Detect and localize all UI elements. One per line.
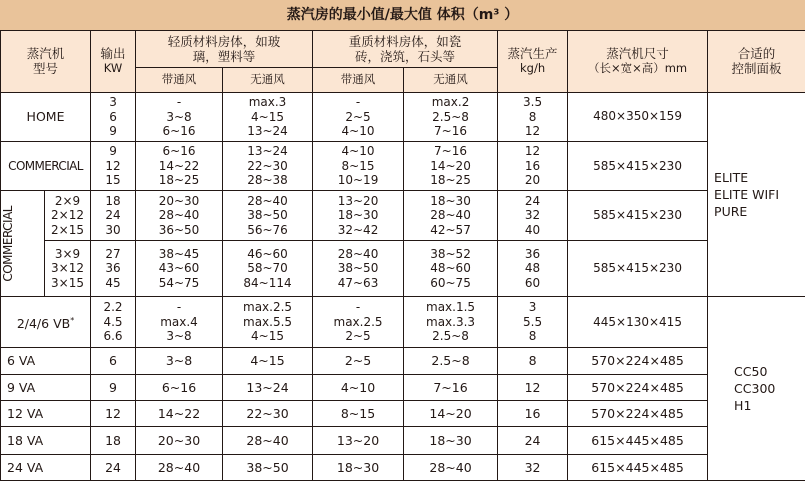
kw-cell: 24: [91, 454, 136, 480]
light-novent-cell: 46~60 58~70 84~114: [223, 240, 313, 297]
header-control-panel: 合适的 控制面板: [708, 31, 805, 93]
size-cell: 585×415×230: [568, 240, 708, 297]
size-cell: 480×350×159: [568, 92, 708, 141]
light-vent-cell: 3~8: [136, 347, 223, 374]
heavy-vent-cell: - max.2.5 2~5: [313, 297, 404, 347]
light-vent-cell: 20~30 28~40 36~50: [136, 191, 223, 240]
steam-cell: 12: [498, 375, 568, 401]
light-vent-cell: 6~16: [136, 375, 223, 401]
size-cell: 615×445×485: [568, 454, 708, 480]
kw-cell: 27 36 45: [91, 240, 136, 297]
light-novent-cell: 28~40 38~50 56~76: [223, 191, 313, 240]
steam-cell: 36 48 60: [498, 240, 568, 297]
model-cell: 9 VA: [1, 375, 91, 401]
light-vent-cell: 6~16 14~22 18~25: [136, 141, 223, 190]
light-novent-cell: 4~15: [223, 347, 313, 374]
steam-cell: 3.5 8 12: [498, 92, 568, 141]
model-cell: 18 VA: [1, 427, 91, 454]
size-cell: 585×415×230: [568, 141, 708, 190]
header-light-without-vent: 无通风: [223, 68, 313, 92]
control-panel-cell: ELITE ELITE WIFI PURE: [708, 92, 805, 297]
size-cell: 570×224×485: [568, 401, 708, 427]
heavy-novent-cell: max.1.5 max.3.3 2.5~8: [404, 297, 498, 347]
kw-cell: 2.2 4.5 6.6: [91, 297, 136, 347]
table-row: [1, 240, 805, 297]
heavy-vent-cell: 4~10: [313, 375, 404, 401]
kw-cell: 12: [91, 401, 136, 427]
kw-cell: 9 12 15: [91, 141, 136, 190]
table-row: [1, 454, 805, 480]
header-model: 蒸汽机 型号: [1, 31, 91, 93]
header-dimensions: 蒸汽机尺寸 （长×宽×高）mm: [568, 31, 708, 93]
header-steam-production: 蒸汽生产 kg/h: [498, 31, 568, 93]
light-novent-cell: 13~24 22~30 28~38: [223, 141, 313, 190]
size-cell: 615×445×485: [568, 427, 708, 454]
model-cell: COMMERCIAL: [1, 141, 91, 190]
model-cell: 2/4/6 VB*: [1, 297, 91, 347]
model-cell-vertical: COMMERCIAL: [1, 191, 45, 297]
sub-model-cell: 2×9 2×12 2×15: [45, 191, 91, 240]
steam-cell: 32: [498, 454, 568, 480]
heavy-vent-cell: 8~15: [313, 401, 404, 427]
light-novent-cell: max.2.5 max.5.5 4~15: [223, 297, 313, 347]
size-cell: 570×224×485: [568, 375, 708, 401]
steam-cell: 16: [498, 401, 568, 427]
steam-cell: 24 32 40: [498, 191, 568, 240]
light-novent-cell: 38~50: [223, 454, 313, 480]
table-row: [1, 427, 805, 454]
header-light-material: 轻质材料房体，如玻 璃，塑料等: [136, 31, 313, 68]
model-cell: 24 VA: [1, 454, 91, 480]
header-light-with-vent: 带通风: [136, 68, 223, 92]
table-title: 蒸汽房的最小值/最大值 体积（m³ ）: [0, 0, 805, 30]
steam-cell: 12 16 20: [498, 141, 568, 190]
kw-cell: 18 24 30: [91, 191, 136, 240]
steam-room-volume-table: [0, 30, 805, 481]
steam-cell: 24: [498, 427, 568, 454]
header-heavy-without-vent: 无通风: [404, 68, 498, 92]
header-heavy-material: 重质材料房体，如瓷 砖，浇筑，石头等: [313, 31, 498, 68]
table-row: [1, 141, 805, 190]
kw-cell: 3 6 9: [91, 92, 136, 141]
heavy-vent-cell: 2~5: [313, 347, 404, 374]
light-novent-cell: 13~24: [223, 375, 313, 401]
header-heavy-with-vent: 带通风: [313, 68, 404, 92]
heavy-vent-cell: 13~20 18~30 32~42: [313, 191, 404, 240]
light-vent-cell: 38~45 43~60 54~75: [136, 240, 223, 297]
heavy-novent-cell: 38~52 48~60 60~75: [404, 240, 498, 297]
control-panel-cell: CC50 CC300 H1: [708, 297, 805, 481]
light-novent-cell: 28~40: [223, 427, 313, 454]
light-novent-cell: max.3 4~15 13~24: [223, 92, 313, 141]
heavy-vent-cell: - 2~5 4~10: [313, 92, 404, 141]
heavy-novent-cell: 2.5~8: [404, 347, 498, 374]
size-cell: 445×130×415: [568, 297, 708, 347]
heavy-novent-cell: 14~20: [404, 401, 498, 427]
heavy-novent-cell: 18~30: [404, 427, 498, 454]
table-row: [1, 401, 805, 427]
heavy-novent-cell: 18~30 28~40 42~57: [404, 191, 498, 240]
heavy-novent-cell: 28~40: [404, 454, 498, 480]
light-vent-cell: 14~22: [136, 401, 223, 427]
sub-model-cell: 3×9 3×12 3×15: [45, 240, 91, 297]
steam-cell: 8: [498, 347, 568, 374]
header-output: 输出 KW: [91, 31, 136, 93]
table-row: [1, 92, 805, 141]
model-cell: 6 VA: [1, 347, 91, 374]
heavy-vent-cell: 13~20: [313, 427, 404, 454]
heavy-novent-cell: max.2 2.5~8 7~16: [404, 92, 498, 141]
heavy-vent-cell: 4~10 8~15 10~19: [313, 141, 404, 190]
size-cell: 570×224×485: [568, 347, 708, 374]
light-vent-cell: 28~40: [136, 454, 223, 480]
table-row: [1, 297, 805, 347]
size-cell: 585×415×230: [568, 191, 708, 240]
light-vent-cell: - 3~8 6~16: [136, 92, 223, 141]
table-row: [1, 191, 805, 240]
model-cell: HOME: [1, 92, 91, 141]
kw-cell: 6: [91, 347, 136, 374]
kw-cell: 18: [91, 427, 136, 454]
model-cell: 12 VA: [1, 401, 91, 427]
heavy-vent-cell: 18~30: [313, 454, 404, 480]
light-novent-cell: 22~30: [223, 401, 313, 427]
light-vent-cell: 20~30: [136, 427, 223, 454]
heavy-novent-cell: 7~16 14~20 18~25: [404, 141, 498, 190]
light-vent-cell: - max.4 3~8: [136, 297, 223, 347]
heavy-vent-cell: 28~40 38~50 47~63: [313, 240, 404, 297]
steam-cell: 3 5.5 8: [498, 297, 568, 347]
heavy-novent-cell: 7~16: [404, 375, 498, 401]
table-row: [1, 375, 805, 401]
kw-cell: 9: [91, 375, 136, 401]
table-row: [1, 347, 805, 374]
